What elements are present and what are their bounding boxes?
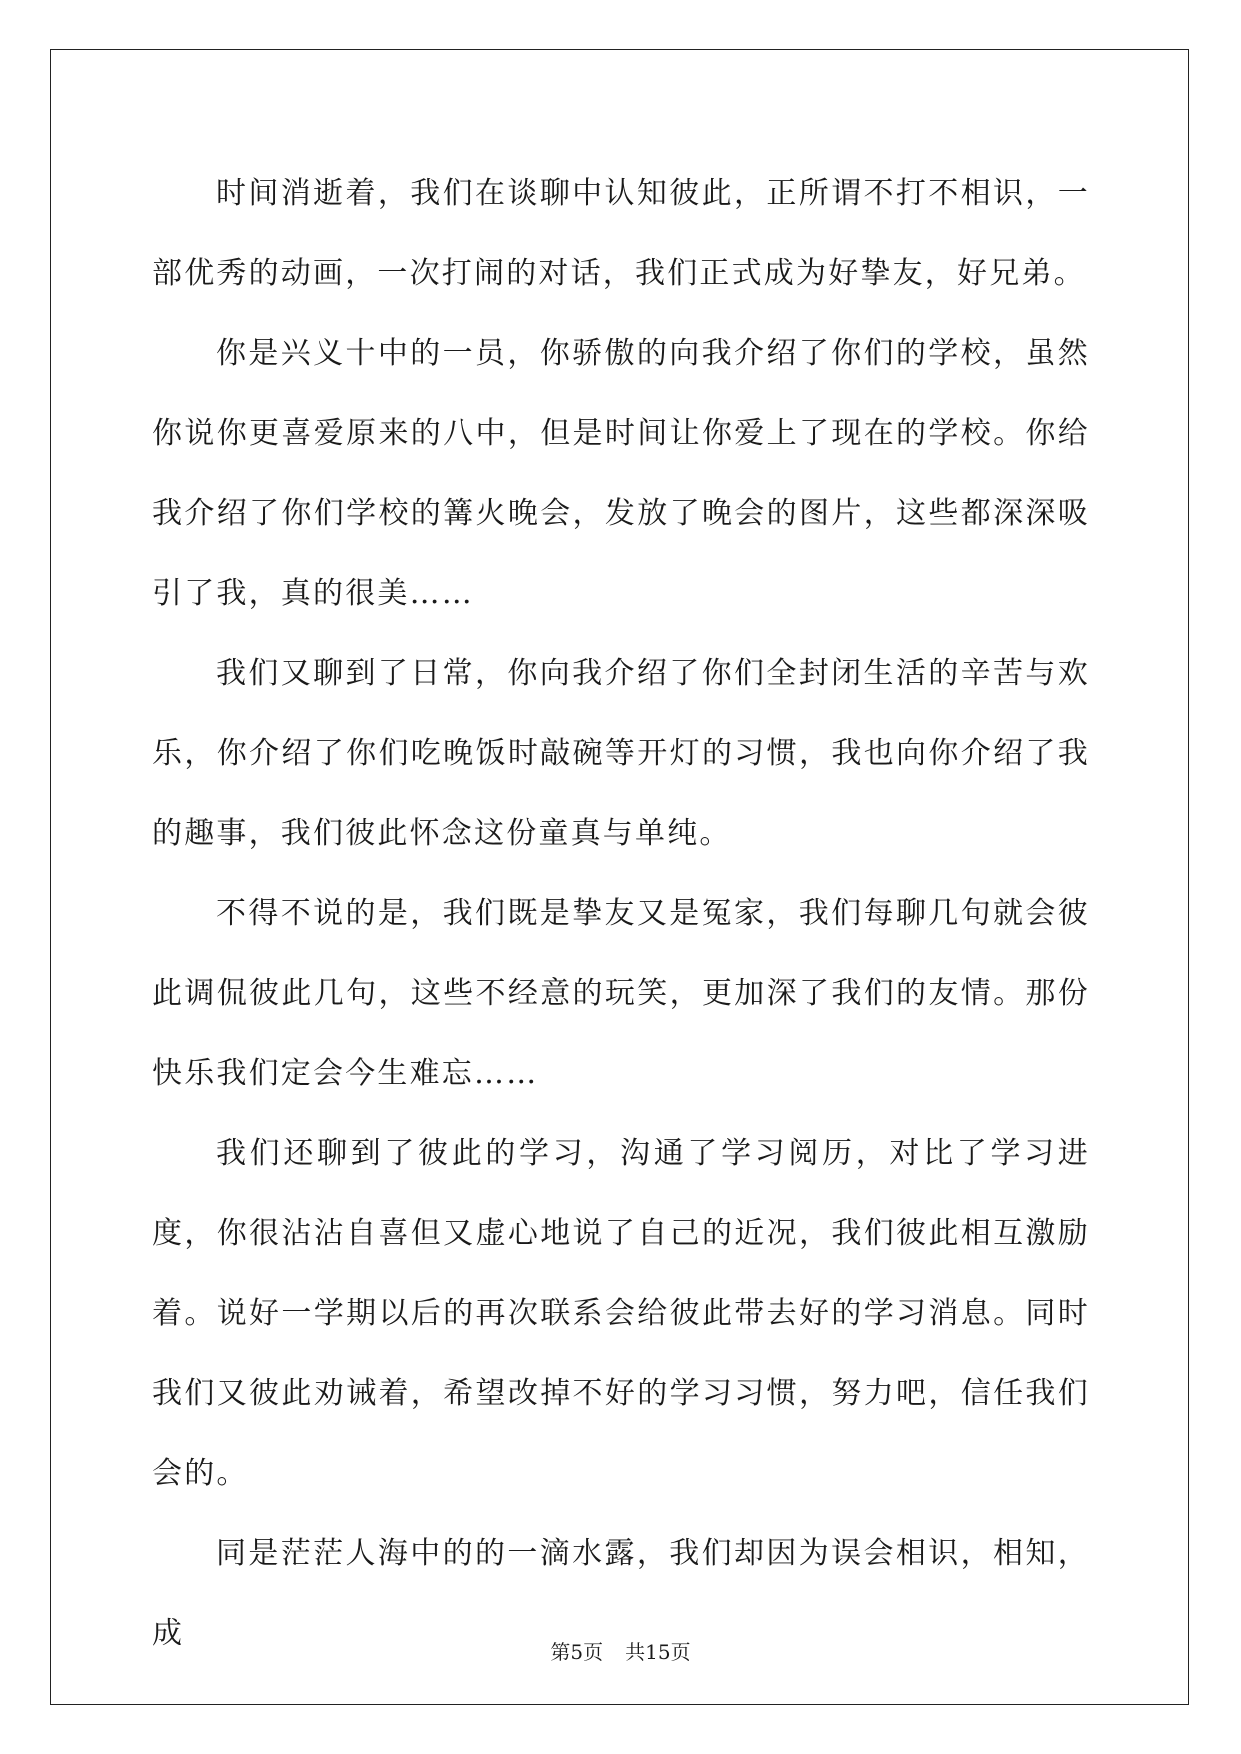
paragraph: 我们还聊到了彼此的学习，沟通了学习阅历，对比了学习进度，你很沾沾自喜但又虚心地说了自己的近况，我们彼此相互激励着。说好一学期以后的再次联系会给彼此带去好的学习消息。同时我们又彼此劝诫着，希望改掉不好的学习习惯，努力吧，信任我们会的。 [152, 1136, 1090, 1491]
page-footer [0, 1636, 1241, 1665]
paragraph: 不得不说的是，我们既是挚友又是冤家，我们每聊几句就会彼此调侃彼此几句，这些不经意的玩笑，更加深了我们的友情。那份快乐我们定会今生难忘…… [152, 896, 1090, 1091]
paragraph: 时间消逝着，我们在谈聊中认知彼此，正所谓不打不相识，一部优秀的动画，一次打闹的对话，我们正式成为好挚友，好兄弟。 [152, 176, 1090, 291]
page-number-current: 第5页 [550, 1640, 604, 1664]
paragraph: 你是兴义十中的一员，你骄傲的向我介绍了你们的学校，虽然你说你更喜爱原来的八中，但是时间让你爱上了现在的学校。你给我介绍了你们学校的篝火晚会，发放了晚会的图片，这些都深深吸引了我，真的很美…… [152, 336, 1090, 611]
document-body [152, 154, 1090, 1674]
paragraph: 同是茫茫人海中的的一滴水露，我们却因为误会相识，相知，成 [152, 1536, 1090, 1651]
page-number-total: 共15页 [625, 1640, 691, 1664]
paragraph: 我们又聊到了日常，你向我介绍了你们全封闭生活的辛苦与欢乐，你介绍了你们吃晚饭时敲碗等开灯的习惯，我也向你介绍了我的趣事，我们彼此怀念这份童真与单纯。 [152, 656, 1090, 851]
